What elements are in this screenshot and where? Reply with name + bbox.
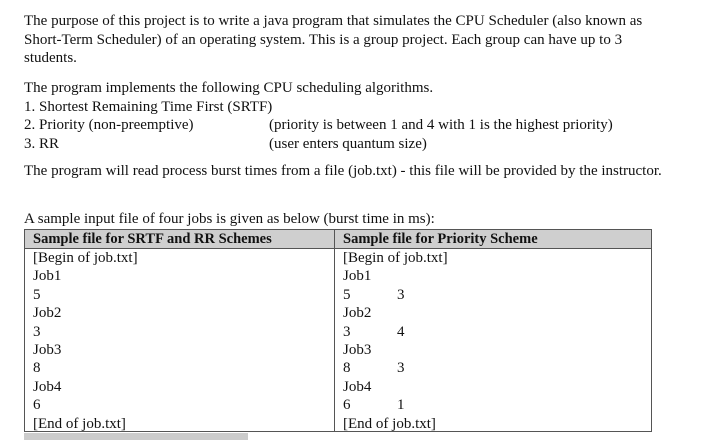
scrollbar-fragment (24, 433, 248, 440)
table-cell: 3 (33, 323, 41, 340)
cell-text: Job1 (343, 268, 372, 285)
cell-text: 5 (343, 286, 351, 303)
algorithm-label: 2. Priority (non-preemptive) (24, 117, 194, 134)
cell-text: Job2 (343, 305, 372, 322)
cell-text: [Begin of job.txt] (343, 250, 448, 266)
algorithm-note: (user enters quantum size) (269, 135, 427, 152)
algorithm-label: 3. RR (24, 135, 60, 152)
sample-file-table (24, 229, 652, 432)
algorithm-label: 1. Shortest Remaining Time First (SRTF) (24, 98, 273, 115)
cell-text: 6 (343, 397, 351, 414)
table-cell (335, 359, 651, 377)
table-cell: [Begin of job.txt] (33, 250, 138, 266)
table-cell: Job2 (33, 305, 62, 322)
input-file-paragraph: The program will read process burst times from a file (job.txt) - this file will be provided by the instructor. (24, 163, 662, 179)
table-cell (335, 415, 651, 433)
cell-text: [End of job.txt] (343, 415, 436, 432)
priority-value: 4 (397, 323, 405, 340)
table-cell: 5 (33, 286, 41, 303)
table-cell (335, 396, 651, 414)
priority-column (335, 230, 651, 431)
table-cell: 6 (33, 397, 41, 414)
algorithm-item (24, 98, 684, 117)
table-cell: 8 (33, 360, 41, 377)
algorithm-note: (priority is between 1 and 4 with 1 is the highest priority) (269, 117, 613, 134)
table-cell (335, 341, 651, 359)
table-cell (335, 286, 651, 304)
table-cell: Job1 (33, 268, 62, 285)
priority-value: 3 (397, 360, 405, 377)
table-cell (335, 323, 651, 341)
cell-text: 3 (343, 323, 351, 340)
srtf-rr-header: Sample file for SRTF and RR Schemes (25, 230, 334, 249)
table-cell: [End of job.txt] (33, 415, 126, 432)
table-cell: Job3 (33, 341, 62, 358)
project-purpose-paragraph: The purpose of this project is to write a java program that simulates the CPU Scheduler (also known as Short-Term Scheduler) of an operating system. This is a group project. Each group can have up to 3 students. (24, 13, 643, 67)
table-cell (335, 378, 651, 396)
algorithm-item (24, 135, 684, 154)
algorithms-section (24, 79, 684, 153)
algorithms-intro: The program implements the following CPU scheduling algorithms. (24, 80, 434, 96)
table-cell (335, 267, 651, 285)
table-cell (335, 249, 651, 267)
priority-header: Sample file for Priority Scheme (335, 230, 651, 249)
table-cell: Job4 (33, 378, 62, 395)
priority-value: 1 (397, 397, 405, 414)
cell-text: Job4 (343, 378, 372, 395)
table-cell (335, 304, 651, 322)
priority-value: 3 (397, 286, 405, 303)
cell-text: Job3 (343, 341, 372, 358)
algorithm-item (24, 116, 684, 135)
cell-text: 8 (343, 360, 351, 377)
srtf-rr-column (25, 230, 335, 431)
sample-intro-paragraph: A sample input file of four jobs is given as below (burst time in ms): (24, 211, 435, 227)
